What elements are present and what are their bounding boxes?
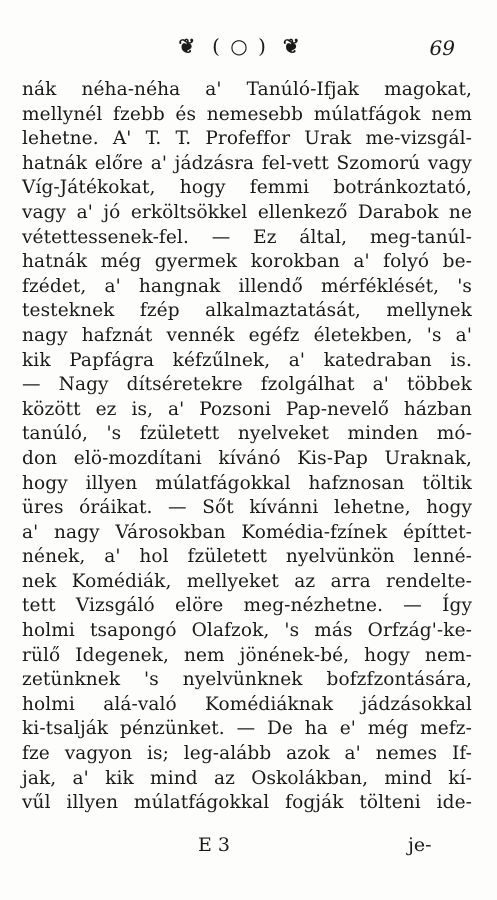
fleuron-left-icon: ❦ xyxy=(178,34,198,58)
text-line: holmi tsapongó Olafzok, 's más Orfzág'-ke- xyxy=(22,620,472,642)
text-line: don elö-mozdítani kívánó Kis-Pap Uraknak, xyxy=(22,447,472,469)
text-line: zetünknek 's nyelvünknek bofzfzontására, xyxy=(22,669,472,691)
text-line: nének, a' hol fzületett nyelvünkön lenné- xyxy=(22,546,472,568)
page-footer xyxy=(0,832,497,862)
text-line: hatnák előre a' jádzásra fel-vett Szomorú vagy xyxy=(22,152,472,174)
ornament-center: ( ○ ) xyxy=(212,34,268,58)
text-line: — Nagy dítséretekre fzolgálhat a' többek xyxy=(22,374,472,396)
text-line: nek Komédiák, mellyeket az arra rendelte- xyxy=(22,570,472,592)
body-text xyxy=(22,78,472,816)
text-line: hatnák még gyermek korokban a' folyó be- xyxy=(22,251,472,273)
text-line: nagy hafznát vennék egéfz életekben, 's a' xyxy=(22,324,472,346)
signature-mark: E 3 xyxy=(198,834,230,856)
page-number: 69 xyxy=(429,36,455,60)
text-line: rülő Idegenek, nem jönének-bé, hogy nem- xyxy=(22,644,472,666)
text-line: üres óráikat. — Sőt kívánni lehetne, hogy xyxy=(22,497,472,519)
header-ornament xyxy=(150,32,330,61)
text-line: között ez is, a' Pozsoni Pap-nevelő házban xyxy=(22,398,472,420)
text-line: vétettessenek-fel. — Ez által, meg-tanúl- xyxy=(22,226,472,248)
text-line: nák néha-néha a' Tanúló-Ifjak magokat, xyxy=(22,79,472,100)
text-line: jak, a' kik mind az Oskolákban, mind kí- xyxy=(22,767,472,789)
text-line: fze vagyon is; leg-alább azok a' nemes If- xyxy=(22,743,472,765)
text-line: holmi alá-való Komédiáknak jádzásokkal xyxy=(22,693,472,715)
text-line: fzédet, a' hangnak illendő mérféklését, 's xyxy=(22,275,472,297)
text-line: a' nagy Városokban Komédia-fzínek építtet- xyxy=(22,521,472,543)
text-line: tanúló, 's fzületett nyelveket minden mó- xyxy=(22,423,472,445)
text-line: hogy illyen múlatfágokkal hafznosan töltik xyxy=(22,472,472,494)
text-line: kik Papfágra kéfzűlnek, a' katedraban is. xyxy=(22,349,472,371)
page-header xyxy=(0,32,497,60)
text-line: ki-tsalják pénzünket. — De ha e' még mefz- xyxy=(22,718,472,740)
fleuron-right-icon: ❦ xyxy=(282,34,302,58)
text-line: testeknek fzép alkalmaztatását, mellynek xyxy=(22,300,472,322)
catchword: je- xyxy=(408,834,432,856)
text-line: lehetne. A' T. T. Profeffor Urak me-vizsgál- xyxy=(22,128,472,150)
text-line: mellynél fzebb és nemesebb múlatfágok nem xyxy=(22,103,472,125)
text-line: vagy a' jó erköltsökkel ellenkező Darabok ne xyxy=(22,201,472,223)
text-line: vűl illyen múlatfágokkal fogják tölteni ide- xyxy=(22,792,472,814)
text-line: Víg-Játékokat, hogy femmi botránkoztató, xyxy=(22,177,472,199)
text-line: tett Vizsgáló elöre meg-nézhetne. — Így xyxy=(22,595,472,617)
